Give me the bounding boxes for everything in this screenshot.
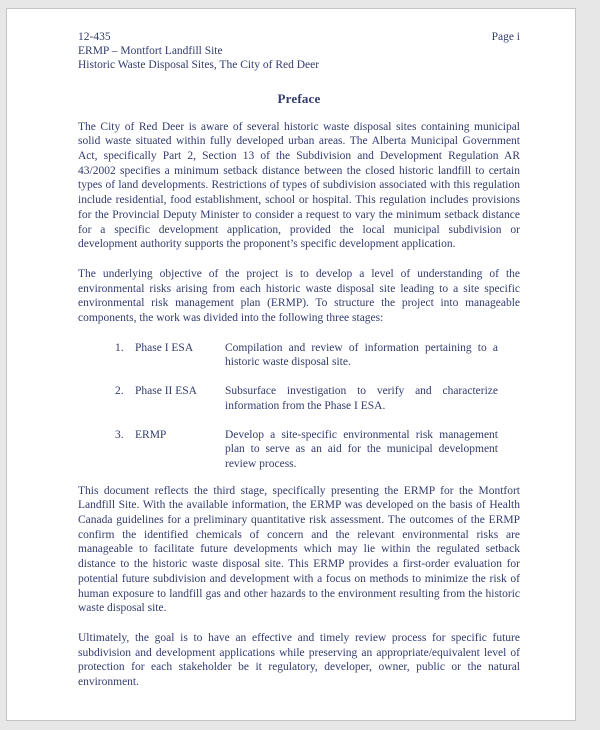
stage-label: Phase II ESA	[135, 385, 197, 398]
page-number: Page i	[491, 31, 520, 43]
intro-paragraph-1: The City of Red Deer is aware of several historic waste disposal sites containing municipal solid waste situated within fully developed urban areas. The Alberta Municipal Government Act, specifically Part 2, Section 13 of the Subdivision and Development Regulation AR 43/2002 specifies a minimum setback distance between the closed historic landfill to certain types of land developments. Restrictions of types of subdivision associated with this regulation include residential, food establishment, school or hospital. This regulation includes provisions for the Provincial Deputy Minister to consider a request to vary the minimum setback distance for a specific development application, provided the local municipal subdivision or development authority supports the proponent’s specific development application.	[78, 120, 520, 251]
closing-paragraph-2: Ultimately, the goal is to have an effective and timely review process for specific future subdivision and development applications while preserving an appropriate/equivalent level of protection for each stakeholder be it regulatory, developer, owner, public or the natural environment.	[78, 632, 520, 689]
stage-number: 2.	[115, 385, 124, 398]
stage-number: 3.	[115, 428, 124, 441]
stages-list	[115, 341, 520, 472]
list-item-stage-3	[115, 428, 520, 472]
header-left-block	[78, 30, 319, 73]
list-item-stage-2	[115, 384, 520, 413]
stage-description: Compilation and review of information pertaining to a historic waste disposal site.	[225, 341, 498, 369]
project-number: 12-435	[78, 31, 111, 43]
stage-description: Develop a site-specific environmental risk management plan to serve as an aid for the municipal development review process.	[225, 428, 498, 470]
document-page	[6, 8, 576, 721]
stage-label: ERMP	[135, 428, 167, 441]
closing-paragraph-1: This document reflects the third stage, specifically presenting the ERMP for the Montfort Landfill Site. With the available information, the ERMP was developed on the basis of Health Canada guidelines for a preliminary quantitative risk assessment. The outcomes of the ERMP confirm the identified chemicals of concern and the relevant environmental risks are manageable to facilitate future developments which may lie within the regulated setback distance to the historic waste disposal site. This ERMP provides a first-order evaluation for potential future subdivision and development with a focus on methods to minimize the risk of human exposure to landfill gas and other hazards to the environment resulting from the historic waste disposal site.	[78, 484, 520, 615]
report-subtitle: Historic Waste Disposal Sites, The City of Red Deer	[78, 59, 320, 72]
report-title: ERMP – Montfort Landfill Site	[78, 45, 223, 58]
stage-label: Phase I ESA	[135, 341, 194, 354]
list-item-stage-1	[115, 341, 520, 370]
page-header	[78, 30, 520, 73]
stage-number: 1.	[115, 341, 124, 354]
intro-paragraph-2: The underlying objective of the project is to develop a level of understanding of the environmental risks arising from each historic waste disposal site leading to a site specific environmental risk management plan (ERMP). To structure the project into manageable components, the work was divided into the following three stages:	[78, 267, 520, 325]
stage-description: Subsurface investigation to verify and characterize information from the Phase I ESA.	[225, 385, 498, 412]
section-title: Preface	[277, 90, 321, 106]
